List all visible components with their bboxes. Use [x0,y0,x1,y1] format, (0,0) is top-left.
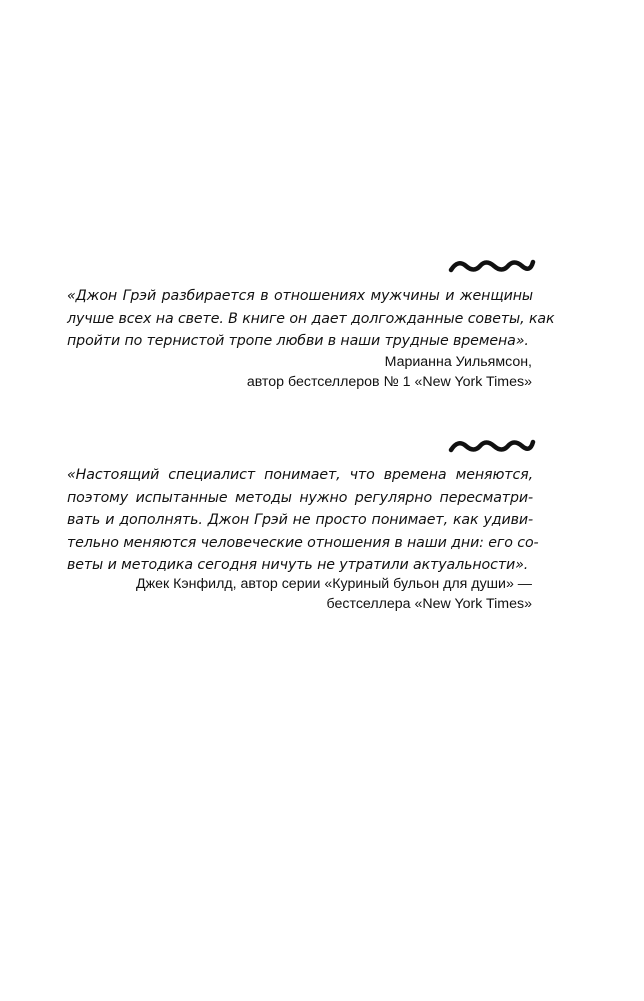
quote-line: «Настоящий специалист понимает, что времена меняются, [67,467,533,483]
attribution-williamson [247,352,532,392]
quote-line: поэтому испытанные методы нужно регулярно пересматри- [67,489,533,506]
quote-line: пройти по тернистой тропе любви в наши трудные времена». [67,333,529,349]
quote-line: «Джон Грэй разбирается в отношениях мужчины и женщины [67,288,533,304]
attribution-line: автор бестселлеров № 1 «New York Times» [246,374,532,390]
quote-grey-expert [67,285,555,353]
quote-line: вать и дополнять. Джон Грэй не просто понимает, как удиви- [67,512,533,528]
attribution-line: Джек Кэнфилд, автор серии «Куриный бульон для души» — [136,576,532,592]
wave-ornament-icon [448,256,536,276]
attribution-line: Марианна Уильямсон, [384,354,532,370]
quote-real-specialist [67,464,539,577]
quote-line: веты и методика сегодня ничуть не утратили актуальности». [67,557,529,573]
attribution-line: бестселлера «New York Times» [326,596,532,612]
attribution-canfield [136,574,532,614]
wave-ornament-icon [448,436,536,456]
quote-line: лучше всех на свете. В книге он дает долгожданные советы, как [67,310,555,327]
quote-line: тельно меняются человеческие отношения в наши дни: его со- [67,534,539,551]
